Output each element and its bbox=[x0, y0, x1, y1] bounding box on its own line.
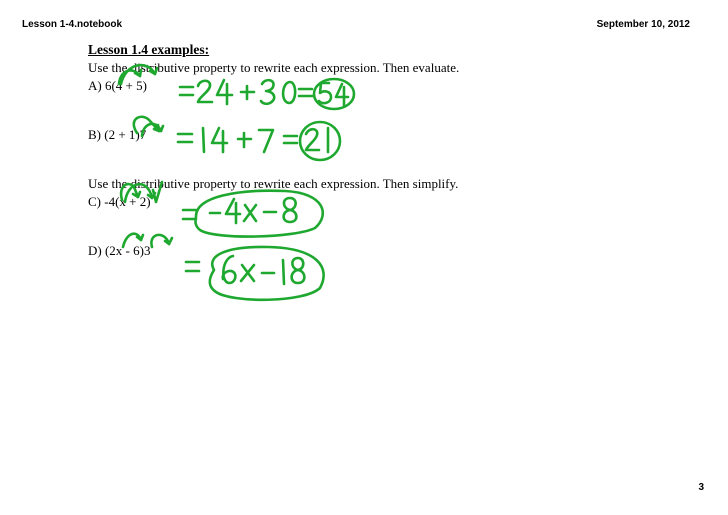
instruction-simplify: Use the distributive property to rewrite each expression. Then simplify. bbox=[88, 176, 459, 191]
problem-b: B) (2 + 1)7 bbox=[88, 127, 147, 142]
page-date: September 10, 2012 bbox=[596, 19, 690, 30]
distribution-arrows-c bbox=[121, 182, 162, 202]
answer-d-ink bbox=[186, 247, 324, 300]
instruction-evaluate: Use the distributive property to rewrite each expression. Then evaluate. bbox=[88, 60, 460, 75]
page-number: 3 bbox=[698, 482, 704, 493]
distribution-arrows-a bbox=[119, 65, 157, 84]
lesson-title: Lesson 1.4 examples: bbox=[88, 42, 210, 57]
problem-d: D) (2x - 6)3 bbox=[88, 243, 151, 258]
problem-c: C) -4(x + 2) bbox=[88, 194, 151, 209]
answer-a-ink bbox=[180, 79, 354, 109]
answer-c-ink bbox=[183, 191, 323, 237]
notebook-filename: Lesson 1-4.notebook bbox=[22, 19, 123, 30]
distribution-arrows-d bbox=[123, 234, 172, 247]
distribution-arrows-b bbox=[134, 117, 163, 136]
answer-b-ink bbox=[178, 122, 340, 160]
problem-a: A) 6(4 + 5) bbox=[88, 78, 147, 93]
